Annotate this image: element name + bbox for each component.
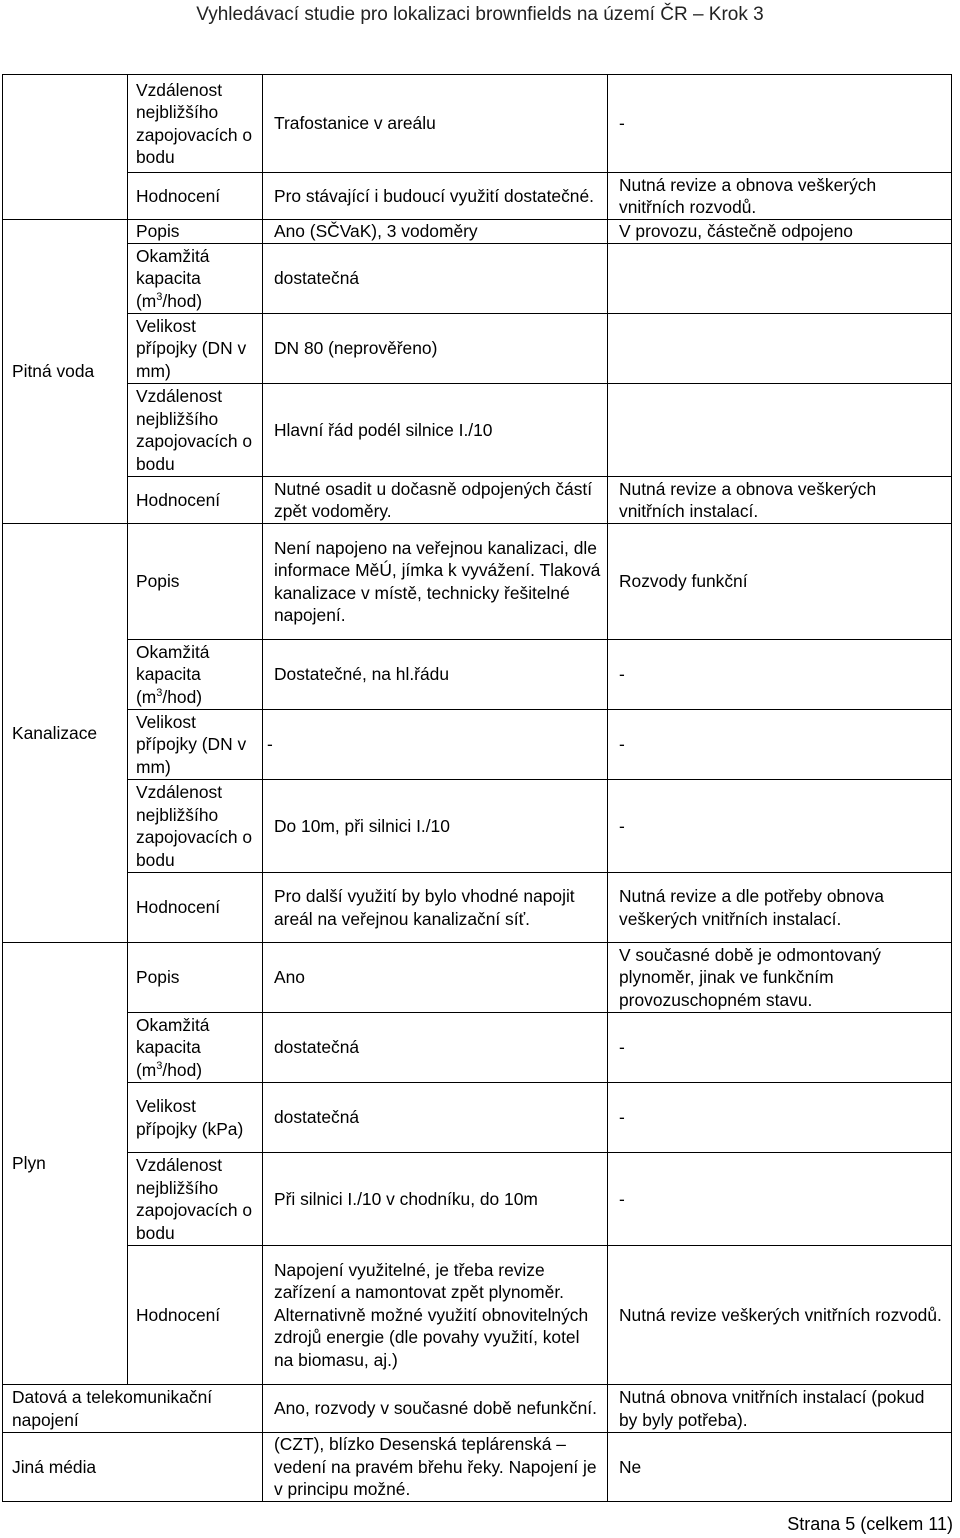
- row-label: Popis: [128, 943, 263, 1013]
- table-row: [3, 873, 952, 943]
- note-cell: Nutná revize a dle potřeby obnova veškerých vnitřních instalací.: [608, 873, 952, 943]
- category-pitna-voda: Pitná voda: [3, 220, 128, 524]
- note-cell: Nutná revize a obnova veškerých vnitřních rozvodů.: [608, 173, 952, 220]
- row-label: Vzdálenost nejbližšího zapojovacích o bodu: [128, 75, 263, 173]
- table-row: [3, 244, 952, 314]
- row-label: Hodnocení: [128, 1246, 263, 1385]
- note-cell: Nutná obnova vnitřních instalací (pokud by byly potřeba).: [608, 1385, 952, 1433]
- category-cell-continued: [3, 75, 128, 220]
- note-cell: -: [608, 1153, 952, 1246]
- note-cell: Ne: [608, 1433, 952, 1502]
- value-cell: Hlavní řád podél silnice I./10: [263, 384, 608, 477]
- row-label: Vzdálenost nejbližšího zapojovacích o bodu: [128, 780, 263, 873]
- table-row: [3, 1385, 952, 1433]
- note-cell: -: [608, 780, 952, 873]
- table-row: [3, 173, 952, 220]
- value-cell: Dostatečné, na hl.řádu: [263, 640, 608, 710]
- category-kanalizace: Kanalizace: [3, 524, 128, 943]
- note-cell: [608, 244, 952, 314]
- note-cell: -: [608, 75, 952, 173]
- value-cell: Pro stávající i budoucí využití dostatečné.: [263, 173, 608, 220]
- table-row: [3, 640, 952, 710]
- value-cell: Není napojeno na veřejnou kanalizaci, dle informace MěÚ, jímka k vyvážení. Tlaková kanalizace v místě, technicky řešitelné napojení.: [263, 524, 608, 640]
- value-cell: dostatečná: [263, 1083, 608, 1153]
- note-cell: -: [608, 1083, 952, 1153]
- note-cell: V současné době je odmontovaný plynoměr, jinak ve funkčním provozuschopném stavu.: [608, 943, 952, 1013]
- value-cell: dostatečná: [263, 244, 608, 314]
- page-number: Strana 5 (celkem 11): [787, 1514, 953, 1534]
- value-cell: Ano (SČVaK), 3 vodoměry: [263, 220, 608, 244]
- table-row: [3, 75, 952, 173]
- row-label: Velikost přípojky (DN v mm): [128, 314, 263, 384]
- table-row: [3, 1013, 952, 1083]
- row-label: Hodnocení: [128, 477, 263, 524]
- category-jina-media: Jiná média: [3, 1433, 263, 1502]
- category-datova-napojeni: Datová a telekomunikační napojení: [3, 1385, 263, 1433]
- note-cell: -: [608, 710, 952, 780]
- row-label: Vzdálenost nejbližšího zapojovacích o bodu: [128, 1153, 263, 1246]
- table-row: [3, 1433, 952, 1502]
- note-cell: Nutná revize veškerých vnitřních rozvodů.: [608, 1246, 952, 1385]
- page-header: Vyhledávací studie pro lokalizaci brownfields na území ČR – Krok 3: [196, 4, 764, 25]
- table-row: [3, 220, 952, 244]
- note-cell: [608, 314, 952, 384]
- note-cell: -: [608, 640, 952, 710]
- row-label: Okamžitá kapacita $(m^3/hod)$: [128, 244, 263, 314]
- value-cell: dostatečná: [263, 1013, 608, 1083]
- value-cell: -: [263, 710, 608, 780]
- note-cell: Nutná revize a obnova veškerých vnitřních instalací.: [608, 477, 952, 524]
- value-cell: Ano, rozvody v současné době nefunkční.: [263, 1385, 608, 1433]
- row-label: Okamžitá kapacita $(m^3/hod)$: [128, 640, 263, 710]
- table-row: [3, 780, 952, 873]
- value-cell: Ano: [263, 943, 608, 1013]
- row-label: Popis: [128, 220, 263, 244]
- table-row: [3, 1083, 952, 1153]
- value-cell: Nutné osadit u dočasně odpojených částí zpět vodoměry.: [263, 477, 608, 524]
- category-plyn: Plyn: [3, 943, 128, 1385]
- table-row: [3, 710, 952, 780]
- value-cell: Trafostanice v areálu: [263, 75, 608, 173]
- table-row: [3, 314, 952, 384]
- table-row: [3, 384, 952, 477]
- note-cell: V provozu, částečně odpojeno: [608, 220, 952, 244]
- row-label: Hodnocení: [128, 173, 263, 220]
- note-cell: -: [608, 1013, 952, 1083]
- row-label: Popis: [128, 524, 263, 640]
- table-row: [3, 1246, 952, 1385]
- value-cell: Pro další využití by bylo vhodné napojit areál na veřejnou kanalizační síť.: [263, 873, 608, 943]
- row-label: Vzdálenost nejbližšího zapojovacích o bodu: [128, 384, 263, 477]
- row-label: Hodnocení: [128, 873, 263, 943]
- table-row: [3, 1153, 952, 1246]
- table-row: [3, 524, 952, 640]
- value-cell: DN 80 (neprověřeno): [263, 314, 608, 384]
- value-cell: (CZT), blízko Desenská teplárenská – vedení na pravém břehu řeky. Napojení je v principu možné.: [263, 1433, 608, 1502]
- note-cell: [608, 384, 952, 477]
- row-label: Velikost přípojky (DN v mm): [128, 710, 263, 780]
- value-cell: Do 10m, při silnici I./10: [263, 780, 608, 873]
- utilities-table: [2, 74, 952, 1502]
- value-cell: Při silnici I./10 v chodníku, do 10m: [263, 1153, 608, 1246]
- table-row: [3, 477, 952, 524]
- note-cell: Rozvody funkční: [608, 524, 952, 640]
- row-label: Velikost přípojky (kPa): [128, 1083, 263, 1153]
- row-label: Okamžitá kapacita $(m^3/hod)$: [128, 1013, 263, 1083]
- table-row: [3, 943, 952, 1013]
- value-cell: Napojení využitelné, je třeba revize zařízení a namontovat zpět plynoměr. Alternativně možné využití obnovitelných zdrojů energie (dle povahy využití, kotel na biomasu, aj.): [263, 1246, 608, 1385]
